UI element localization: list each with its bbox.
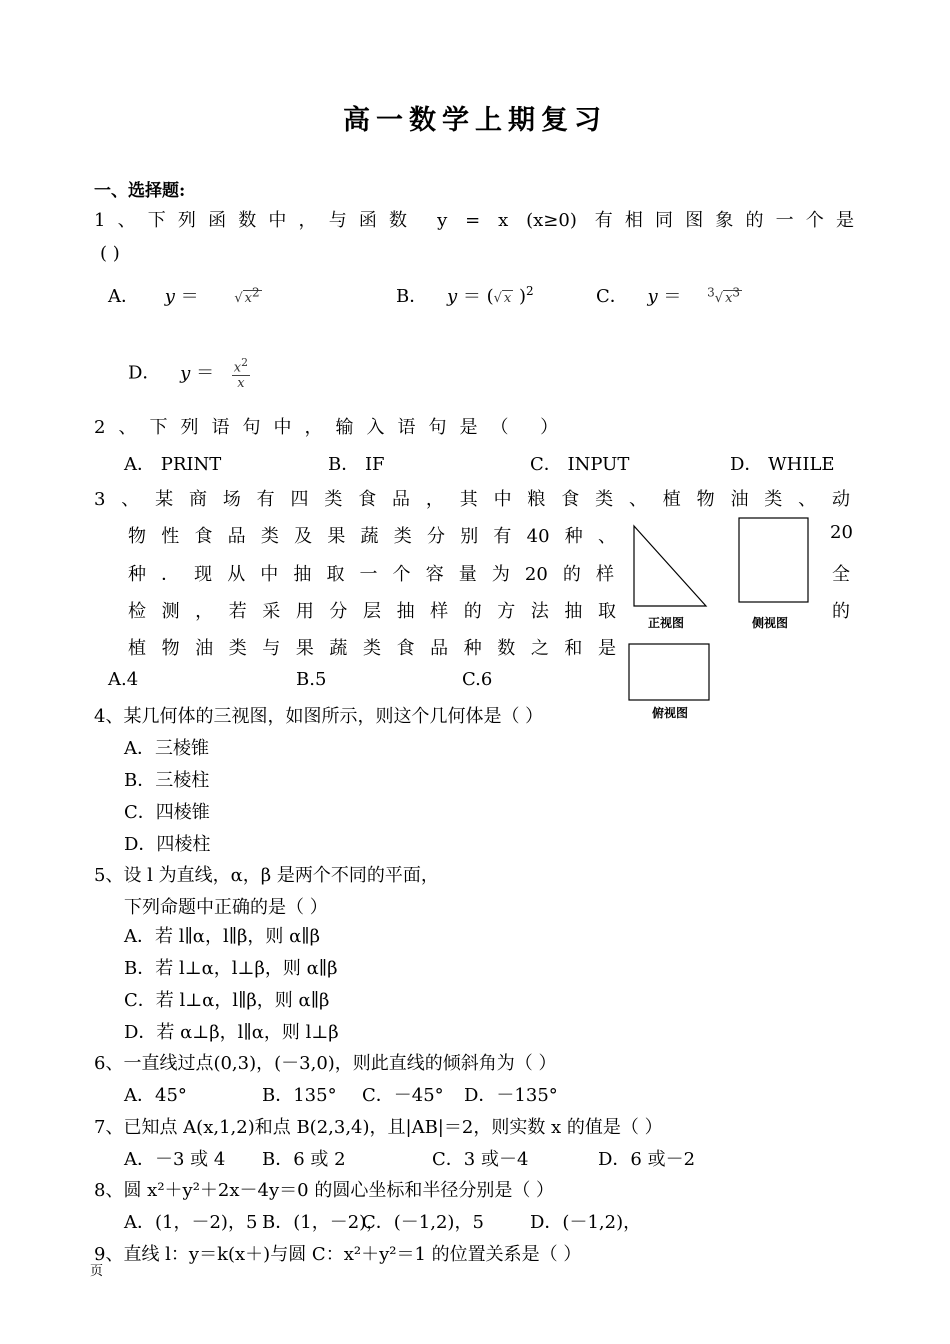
q5-option-b: B．若 l⊥α，l⊥β，则 α∥β [124,958,338,979]
q3-line-5: 植物油类与果蔬类食品种数之和是 [128,638,616,659]
q7-option-c: C．3 或－4 [432,1149,529,1170]
q5-option-a: A．若 l∥α，l∥β，则 α∥β [124,926,321,947]
side-view-rectangle [739,518,808,602]
q5-option-d: D．若 α⊥β，l∥α，则 l⊥β [124,1022,339,1043]
q8-option-c: C．(－1,2)，5 [362,1212,484,1233]
top-view-rectangle [629,644,709,700]
q1-option-b: B． y ＝ (√ x )$^2$ [396,284,534,307]
q2-option-b: B． IF [328,454,385,475]
q2-option-a: A． PRINT [124,454,222,475]
q8-option-d: D．(－1,2)， [530,1212,642,1233]
q1-stem: 1、下列函数中，与函数 y = x (x≥0) 有相同图象的一个是 [94,210,854,231]
q4-option-a: A．三棱锥 [124,738,209,759]
q2-option-d: D． WHILE [730,454,835,475]
q5-stem: 5、设 l 为直线，α，β 是两个不同的平面， [94,865,439,886]
front-view-triangle [634,526,706,606]
q9-stem: 9、直线 l：y＝k(x＋)与圆 C：x²＋y²＝1 的位置关系是（ ） [94,1244,582,1265]
q4-option-c: C．四棱锥 [124,802,210,823]
q6-option-a: A．45° [124,1085,187,1106]
q7-option-b: B．6 或 2 [262,1149,346,1170]
q1-option-a-label: A． [108,286,139,307]
q6-option-c: C．－45° [362,1085,444,1106]
q3-line-2-end: 20 [830,522,853,543]
q4-option-d: D．四棱柱 [124,834,211,855]
page-title: 高一数学上期复习 [343,105,607,136]
top-view-label: 俯视图 [652,706,689,720]
q7-option-d: D．6 或－2 [598,1149,696,1170]
q1-paren: ( ) [100,243,120,264]
q1-option-c-label: C． [596,286,628,307]
q5-stem-2: 下列命题中正确的是（ ） [124,897,328,918]
q7-option-a: A．－3 或 4 [124,1149,226,1170]
q1-option-d: D． y ＝ $\frac{x^2}{x}$ [128,356,249,392]
q3-option-b: B.5 [296,669,327,690]
q8-stem: 8、圆 x²＋y²＋2x－4y＝0 的圆心坐标和半径分别是（ ） [94,1180,555,1201]
q3-line-1: 3、某商场有四类食品，其中粮食类、植物油类、动 [94,489,850,510]
q1-option-c: C． y ＝ $^3$√ $x^3$ [596,285,741,307]
page-footer: 页 [90,1264,104,1279]
q3-line-3-end: 全 [832,564,850,585]
q3-line-4-end: 的 [832,601,850,622]
q6-stem: 6、一直线过点(0,3)，(－3,0)，则此直线的倾斜角为（ ） [94,1053,557,1074]
section-heading: 一、选择题: [94,181,186,201]
q7-stem: 7、已知点 A(x,1,2)和点 B(2,3,4)，且|AB|＝2，则实数 x 的值是（ ） [94,1117,663,1138]
side-view-label: 侧视图 [752,616,789,630]
q3-option-c: C.6 [462,669,493,690]
q2-stem: 2、下列语句中，输入语句是（ ） [94,417,572,438]
q1-option-d-label: D． [128,362,161,384]
q8-option-a: A．(1，－2)，5 [124,1212,258,1233]
q6-option-d: D．－135° [464,1085,558,1106]
q3-line-3: 种．现从中抽取一个容量为20的样 [128,564,614,585]
q1-option-a: A． y ＝ √ $x^2$ [108,285,260,307]
q8-option-b: B．(1，－2)， [262,1212,385,1233]
q2-option-c: C． INPUT [530,454,630,475]
q5-option-c: C．若 l⊥α，l∥β，则 α∥β [124,990,330,1011]
q4-stem: 4、某几何体的三视图，如图所示，则这个几何体是（ ） [94,706,544,727]
front-view-label: 正视图 [648,616,685,630]
q3-option-a: A.4 [108,669,139,690]
q1-option-b-label: B． [396,286,428,307]
q4-option-b: B．三棱柱 [124,770,210,791]
q3-line-2: 物性食品类及果蔬类分别有40种、 [128,526,616,547]
q6-option-b: B．135° [262,1085,337,1106]
q3-line-4: 检测，若采用分层抽样的方法抽取 [128,601,616,622]
